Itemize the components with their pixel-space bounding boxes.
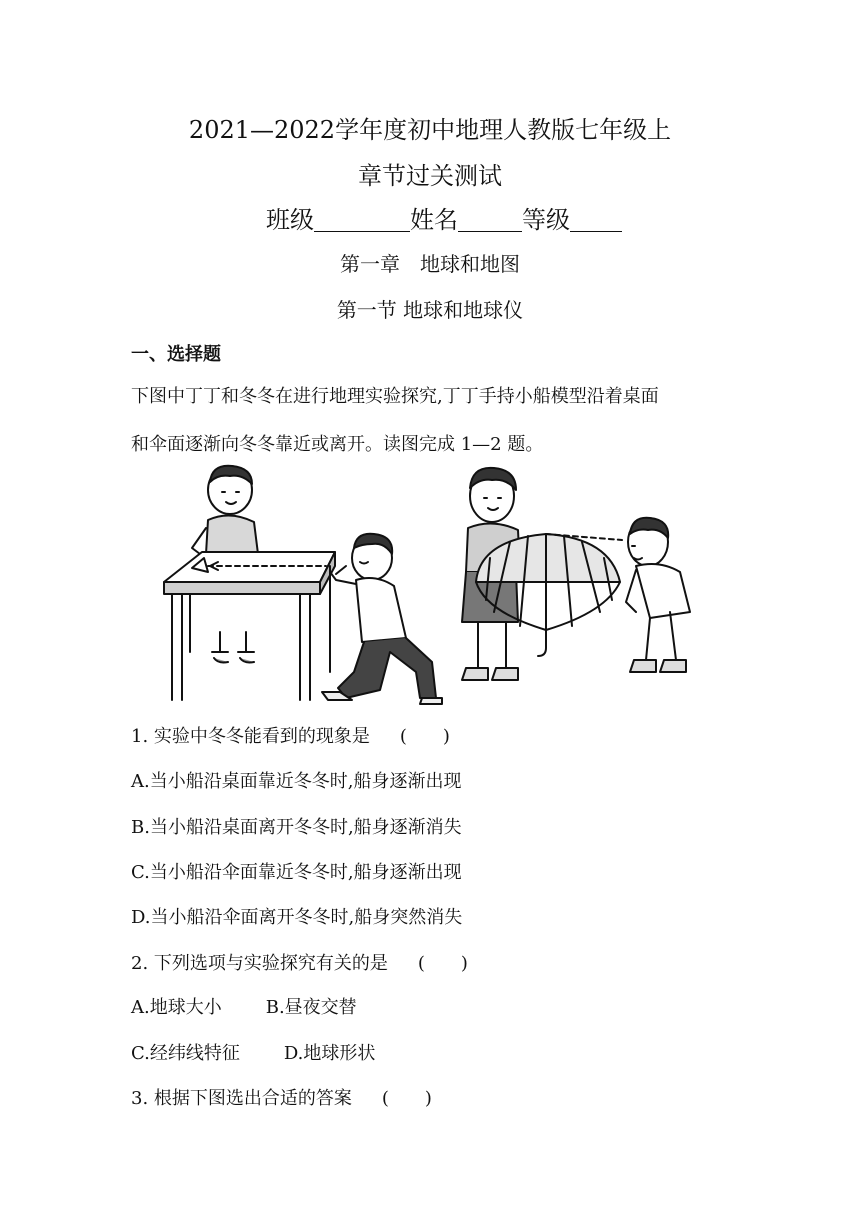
answer-parenthesis-1[interactable]: ( ) <box>399 726 450 747</box>
table <box>164 552 335 700</box>
question-1-option-a[interactable]: A.当小船沿桌面靠近冬冬时,船身逐渐出现 <box>131 771 462 792</box>
chapter-title: 第一章 地球和地图 <box>340 252 520 276</box>
student-info-line <box>0 200 860 235</box>
question-2-options-row-2 <box>131 1039 375 1065</box>
kneeling-boy <box>322 534 442 704</box>
class-label: 班级 <box>266 206 314 234</box>
question-1 <box>131 722 450 748</box>
intro-line-1: 下图中丁丁和冬冬在进行地理实验探究,丁丁手持小船模型沿着桌面 <box>131 386 659 407</box>
question-3-stem: 3. 根据下图选出合适的答案 <box>131 1088 352 1109</box>
name-blank[interactable] <box>458 205 522 232</box>
question-2-options-row-1 <box>131 993 357 1019</box>
answer-parenthesis-2[interactable]: ( ) <box>417 953 468 974</box>
question-1-option-b[interactable]: B.当小船沿桌面离开冬冬时,船身逐渐消失 <box>131 817 462 838</box>
part-heading: 一、选择题 <box>131 344 221 365</box>
question-1-option-d[interactable]: D.当小船沿伞面离开冬冬时,船身突然消失 <box>131 907 463 928</box>
squatting-boy <box>626 518 690 672</box>
grade-blank[interactable] <box>570 205 622 232</box>
question-2-option-c[interactable]: C.经纬线特征 <box>131 1043 240 1064</box>
grade-label: 等级 <box>522 206 570 234</box>
section-title: 第一节 地球和地球仪 <box>336 298 524 322</box>
class-blank[interactable] <box>314 205 410 232</box>
question-3 <box>131 1084 432 1110</box>
document-subtitle: 章节过关测试 <box>358 162 502 190</box>
intro-line-2: 和伞面逐渐向冬冬靠近或离开。读图完成 1—2 题。 <box>131 434 544 455</box>
experiment-illustration <box>150 462 725 710</box>
question-2-option-a[interactable]: A.地球大小 <box>131 997 222 1018</box>
question-2 <box>131 949 468 975</box>
question-2-option-d[interactable]: D.地球形状 <box>283 1043 376 1064</box>
question-2-option-b[interactable]: B.昼夜交替 <box>265 997 357 1018</box>
question-1-option-c[interactable]: C.当小船沿伞面靠近冬冬时,船身逐渐出现 <box>131 862 462 883</box>
question-2-stem: 2. 下列选项与实验探究有关的是 <box>131 953 388 974</box>
umbrella <box>476 534 622 656</box>
answer-parenthesis-3[interactable]: ( ) <box>381 1088 432 1109</box>
name-label: 姓名 <box>410 206 458 234</box>
document-title: 2021—2022学年度初中地理人教版七年级上 <box>188 116 672 144</box>
question-1-stem: 1. 实验中冬冬能看到的现象是 <box>131 726 370 747</box>
